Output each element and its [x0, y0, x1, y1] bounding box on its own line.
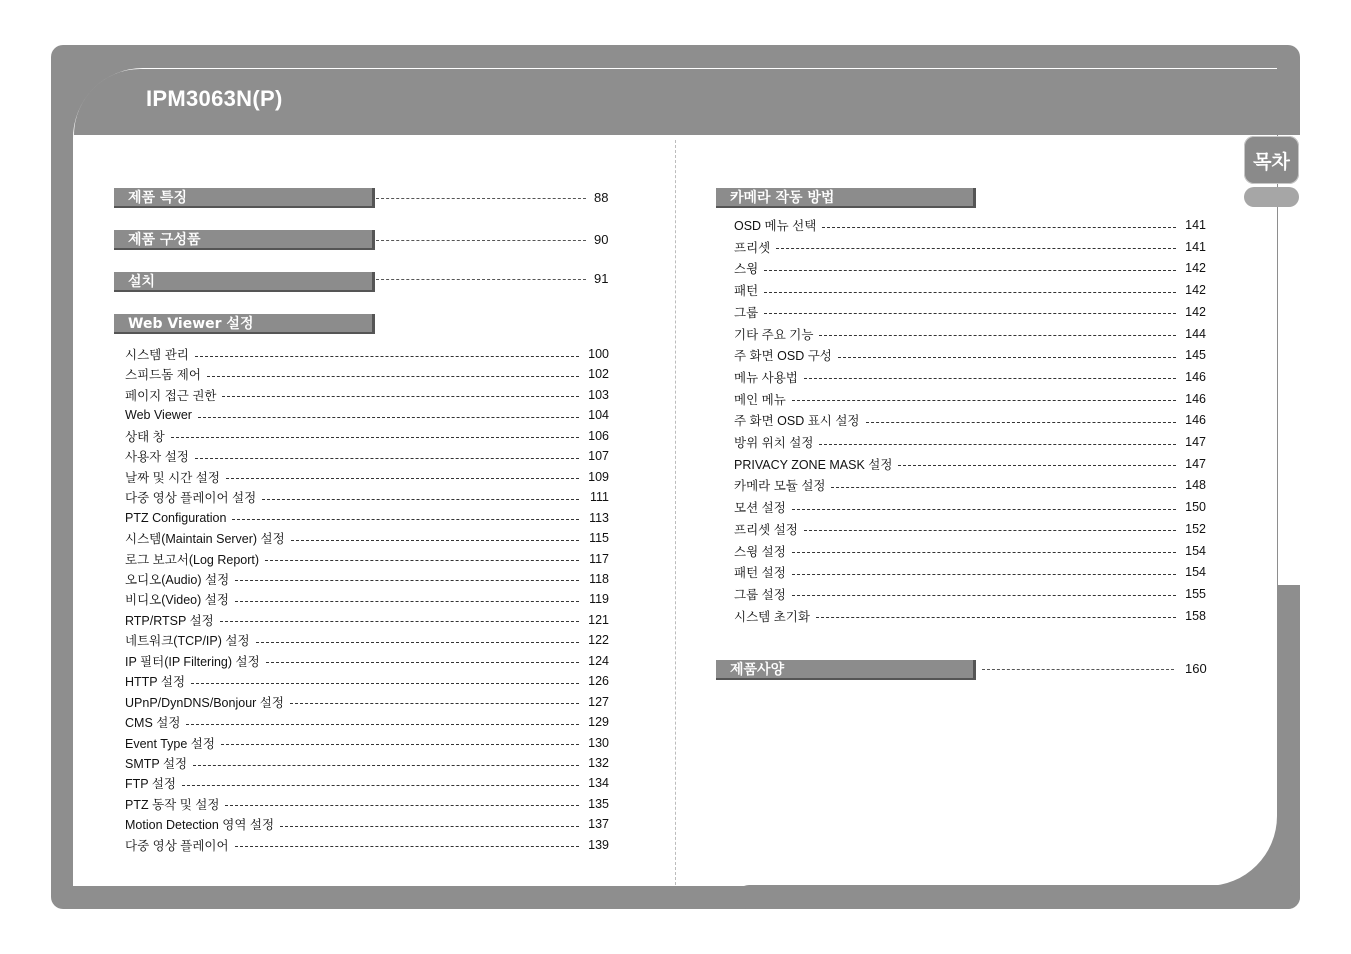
leader-dots [822, 227, 1176, 228]
leader-dots [816, 617, 1176, 618]
leader-dots [222, 396, 579, 397]
toc-entry[interactable] [734, 260, 1206, 276]
toc-entry-page: 130 [588, 735, 609, 750]
toc-entry-label: 패턴 설정 [734, 566, 786, 581]
section-page: 91 [594, 271, 609, 286]
leader-dots [266, 662, 579, 663]
leader-dots [235, 846, 579, 847]
toc-entry-label: 스윙 설정 [734, 544, 786, 559]
toc-entry[interactable] [734, 586, 1206, 602]
toc-entry-label: PRIVACY ZONE MASK 설정 [734, 457, 893, 472]
toc-entry-page: 152 [1185, 521, 1206, 536]
leader-dots [265, 560, 579, 561]
leader-dots [232, 519, 579, 520]
toc-entry[interactable] [125, 816, 609, 832]
toc-entry-label: 주 화면 OSD 구성 [734, 349, 832, 364]
toc-entry[interactable] [734, 543, 1206, 559]
toc-entry-page: 150 [1185, 500, 1206, 515]
leader-dots [226, 478, 579, 479]
leader-dots [195, 356, 579, 357]
leader-dots [792, 595, 1176, 596]
toc-entry[interactable] [125, 735, 609, 751]
leader-dots [198, 417, 579, 418]
leader-dots [792, 509, 1176, 510]
toc-entry-page: 111 [589, 490, 609, 505]
toc-entry-label: PTZ 동작 및 설정 [125, 797, 220, 812]
leader-dots [235, 580, 579, 581]
toc-entry[interactable] [125, 510, 609, 526]
toc-entry-page: 147 [1185, 435, 1206, 449]
leader-dots [290, 703, 579, 704]
toc-entry-label: CMS 설정 [125, 716, 181, 731]
toc-entry-page: 100 [588, 347, 609, 361]
toc-entry-page: 103 [588, 387, 609, 402]
side-tab-contents[interactable]: 목차 [1244, 136, 1299, 184]
toc-entry-label: IP 필터(IP Filtering) 설정 [125, 654, 260, 669]
toc-entry[interactable] [734, 477, 1206, 493]
toc-entry-page: 115 [589, 531, 609, 546]
toc-entry[interactable] [734, 369, 1206, 385]
toc-entry-page: 154 [1185, 565, 1206, 580]
toc-entry-page: 154 [1185, 543, 1206, 558]
leader-dots [898, 465, 1176, 466]
toc-entry[interactable] [125, 755, 609, 771]
toc-entry-page: 106 [588, 428, 609, 443]
toc-entry[interactable] [125, 407, 609, 423]
leader-dots [819, 335, 1176, 336]
toc-entry-page: 121 [588, 612, 609, 627]
toc-entry-label: 스피드돔 제어 [125, 368, 201, 383]
leader-line [376, 240, 586, 242]
toc-entry-page: 141 [1185, 218, 1206, 232]
toc-entry[interactable] [125, 551, 609, 567]
toc-entry-page: 155 [1185, 586, 1206, 601]
leader-line [376, 279, 586, 281]
toc-entry-page: 126 [588, 674, 609, 689]
leader-dots [764, 313, 1176, 314]
toc-entry-label: PTZ Configuration [125, 510, 227, 525]
toc-entry[interactable] [734, 347, 1206, 363]
toc-entry[interactable] [125, 489, 609, 505]
toc-entry[interactable] [734, 521, 1206, 537]
toc-entry[interactable] [734, 326, 1206, 342]
toc-entry-page: 134 [588, 776, 609, 791]
toc-entry[interactable] [125, 796, 609, 812]
section-page: 90 [594, 232, 609, 247]
toc-entry-label: 시스템(Maintain Server) 설정 [125, 532, 285, 547]
toc-entry[interactable] [125, 673, 609, 689]
leader-dots [804, 530, 1176, 531]
toc-entry[interactable] [125, 591, 609, 607]
document-title: IPM3063N(P) [146, 86, 283, 111]
toc-entry-page: 118 [589, 571, 609, 586]
toc-entry[interactable] [125, 530, 609, 546]
section-page: 88 [594, 190, 609, 205]
toc-entry-page: 139 [588, 837, 609, 852]
toc-entry-label: 그룹 설정 [734, 587, 786, 602]
leader-dots [235, 601, 579, 602]
toc-entry-page: 142 [1185, 261, 1206, 276]
toc-entry[interactable] [734, 564, 1206, 580]
toc-entry[interactable] [734, 239, 1206, 255]
toc-entry[interactable] [125, 653, 609, 669]
center-divider [675, 140, 676, 885]
leader-dots [764, 292, 1176, 293]
leader-dots [262, 499, 579, 500]
toc-entry[interactable] [125, 469, 609, 485]
toc-entry-page: 107 [588, 449, 609, 464]
toc-entry[interactable] [125, 775, 609, 791]
toc-entry[interactable] [734, 282, 1206, 298]
toc-entry-label: 주 화면 OSD 표시 설정 [734, 414, 860, 429]
toc-entry-label: Motion Detection 영역 설정 [125, 818, 275, 833]
leader-dots [220, 621, 579, 622]
toc-entry-page: 135 [588, 796, 609, 811]
section-heading[interactable]: 제품 구성품 [114, 230, 375, 250]
leader-dots [256, 642, 579, 643]
toc-entry[interactable] [125, 346, 609, 362]
section-heading[interactable]: Web Viewer 설정 [114, 314, 375, 334]
toc-entry-page: 129 [588, 715, 609, 730]
toc-entry-label: SMTP 설정 [125, 757, 188, 771]
toc-entry-page: 142 [1185, 283, 1206, 298]
toc-entry-page: 142 [1185, 304, 1206, 319]
leader-dots [193, 765, 579, 766]
leader-line [982, 669, 1174, 671]
toc-entry-label: 다중 영상 플레이어 설정 [125, 491, 257, 506]
toc-entry-label: 네트워크(TCP/IP) 설정 [125, 634, 250, 649]
leader-dots [191, 683, 579, 684]
toc-entry-page: 102 [588, 367, 609, 382]
section-page: 160 [1185, 661, 1207, 676]
toc-entry-page: 117 [589, 551, 609, 566]
toc-entry-label: 모션 설정 [734, 501, 786, 516]
toc-entry-label: Web Viewer [125, 408, 192, 423]
toc-entry[interactable] [734, 608, 1206, 624]
leader-dots [792, 574, 1176, 575]
leader-dots [776, 248, 1176, 249]
toc-entry-page: 104 [588, 408, 609, 423]
leader-dots [280, 826, 579, 827]
section-heading[interactable]: 제품 특징 [114, 188, 375, 208]
section-heading[interactable]: 카메라 작동 방법 [716, 188, 976, 208]
toc-entry-page: 119 [589, 592, 609, 607]
toc-entry-label: Event Type 설정 [125, 736, 215, 751]
toc-entry-label: 상태 창 [125, 429, 165, 444]
leader-dots [207, 376, 579, 377]
section-heading[interactable]: 제품사양 [716, 660, 976, 680]
section-heading[interactable]: 설치 [114, 272, 375, 292]
toc-entry-label: 스윙 [734, 262, 759, 277]
toc-entry[interactable] [734, 304, 1206, 320]
toc-entry-page: 148 [1185, 478, 1206, 493]
toc-entry-label: 오디오(Audio) 설정 [125, 572, 230, 587]
toc-entry[interactable] [125, 612, 609, 628]
toc-entry-page: 122 [588, 633, 609, 648]
toc-entry-label: UPnP/DynDNS/Bonjour 설정 [125, 695, 284, 710]
toc-entry-label: 페이지 접근 권한 [125, 388, 217, 403]
toc-entry-page: 141 [1185, 239, 1206, 254]
leader-dots [221, 744, 579, 745]
toc-entry[interactable] [734, 412, 1206, 428]
toc-entry-label: 시스템 초기화 [734, 609, 810, 624]
toc-entry-label: 로그 보고서(Log Report) [125, 552, 260, 567]
toc-entry[interactable] [125, 571, 609, 587]
toc-entry-label: 날짜 및 시간 설정 [125, 470, 220, 485]
toc-entry[interactable] [734, 499, 1206, 515]
toc-entry[interactable] [125, 366, 609, 382]
leader-dots [182, 785, 579, 786]
toc-entry-label: 프리셋 [734, 240, 771, 255]
toc-entry-label: FTP 설정 [125, 777, 177, 792]
toc-entry[interactable] [125, 694, 609, 710]
toc-entry-page: 147 [1185, 456, 1206, 471]
leader-dots [764, 270, 1176, 271]
leader-dots [804, 378, 1176, 379]
toc-entry[interactable] [125, 387, 609, 403]
toc-entry-page: 146 [1185, 369, 1206, 384]
toc-entry-label: 기타 주요 기능 [734, 327, 814, 342]
toc-entry-page: 132 [588, 756, 609, 770]
leader-dots [792, 552, 1176, 553]
toc-entry-page: 124 [588, 653, 609, 668]
toc-entry-page: 137 [588, 817, 609, 832]
toc-entry-page: 127 [588, 694, 609, 709]
toc-entry-label: 메인 메뉴 [734, 392, 786, 407]
leader-dots [171, 437, 579, 438]
toc-entry-label: 방위 위치 설정 [734, 436, 814, 450]
toc-entry-page: 145 [1185, 348, 1206, 363]
toc-entry-label: 그룹 [734, 305, 759, 320]
bottom-edge-bar [737, 885, 1300, 909]
toc-entry-page: 144 [1185, 326, 1206, 341]
right-edge-bar [1278, 585, 1300, 885]
leader-dots [819, 444, 1176, 445]
toc-entry[interactable] [734, 434, 1206, 450]
toc-entry-label: 메뉴 사용법 [734, 370, 798, 385]
toc-entry-page: 113 [589, 510, 609, 525]
toc-entry[interactable] [734, 456, 1206, 472]
toc-entry-label: 시스템 관리 [125, 348, 189, 362]
toc-entry-label: RTP/RTSP 설정 [125, 613, 214, 628]
toc-entry-page: 158 [1185, 608, 1206, 623]
leader-dots [866, 422, 1176, 423]
leader-dots [195, 458, 579, 459]
toc-entry-page: 109 [588, 469, 609, 484]
side-tab-blank[interactable] [1244, 187, 1299, 207]
toc-entry-label: 사용자 설정 [125, 450, 189, 465]
toc-entry-label: 비디오(Video) 설정 [125, 593, 229, 608]
toc-entry-label: OSD 메뉴 선택 [734, 219, 817, 233]
toc-entry-label: HTTP 설정 [125, 675, 186, 690]
toc-entry[interactable] [734, 217, 1206, 233]
leader-dots [186, 724, 579, 725]
toc-entry-page: 146 [1185, 391, 1206, 406]
toc-entry-label: 프리셋 설정 [734, 522, 798, 537]
toc-entry-label: 패턴 [734, 284, 759, 299]
leader-line [376, 198, 586, 200]
toc-entry-label: 카메라 모듈 설정 [734, 479, 826, 494]
toc-entry[interactable] [125, 428, 609, 444]
toc-entry-label: 다중 영상 플레이어 [125, 838, 229, 853]
toc-entry[interactable] [734, 391, 1206, 407]
leader-dots [291, 540, 579, 541]
leader-dots [831, 487, 1176, 488]
toc-entry[interactable] [125, 448, 609, 464]
leader-dots [225, 805, 579, 806]
leader-dots [838, 357, 1176, 358]
toc-entry[interactable] [125, 837, 609, 853]
toc-entry-page: 146 [1185, 413, 1206, 428]
toc-entry[interactable] [125, 632, 609, 648]
toc-entry[interactable] [125, 714, 609, 730]
leader-dots [792, 400, 1176, 401]
